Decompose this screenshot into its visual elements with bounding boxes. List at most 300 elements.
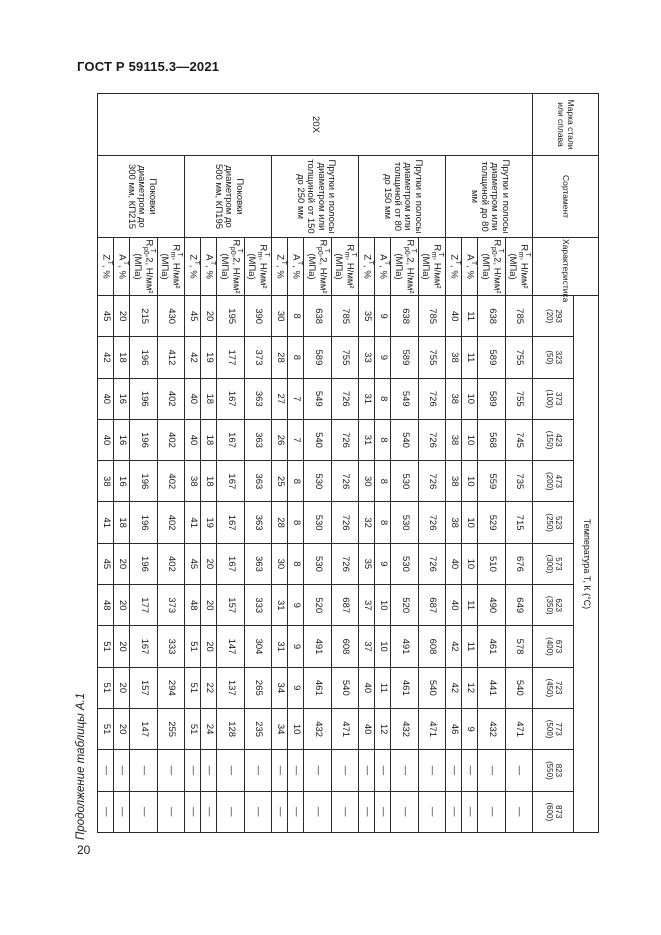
value-cell: 608 [331,626,358,667]
value-cell: 10 [462,378,478,419]
value-cell: 20 [114,585,130,626]
value-cell: 432 [304,708,331,749]
value-cell: 10 [462,461,478,502]
value-cell: 9 [288,585,304,626]
value-cell: — [114,791,130,832]
value-cell: 8 [375,461,391,502]
value-cell: 490 [478,585,505,626]
value-cell: 9 [375,296,391,337]
value-cell: — [505,750,532,791]
value-cell: — [114,750,130,791]
rotated-table-container [97,93,599,833]
value-cell: 30 [272,296,288,337]
temperature-celsius: (400) [545,637,554,656]
value-cell: 726 [418,378,445,419]
value-cell: 726 [331,543,358,584]
characteristic-cell: Z T , % [185,238,201,296]
characteristic-cell: R T p0 ,2, Н/мм² (МПа) [392,239,417,294]
value-cell: 430 [157,296,184,337]
value-cell: 38 [446,461,462,502]
table-row [157,94,184,833]
value-cell: 333 [157,626,184,667]
value-cell: 137 [217,667,244,708]
table-row [418,94,445,833]
value-cell: 235 [244,708,271,749]
value-cell: 20 [114,626,130,667]
value-cell: — [217,791,244,832]
value-cell: 147 [130,708,157,749]
value-cell: — [375,750,391,791]
value-cell: 31 [272,626,288,667]
characteristic-cell: Z T , % [359,238,375,296]
value-cell: 48 [98,585,114,626]
value-cell: 147 [217,626,244,667]
value-cell: 167 [217,543,244,584]
value-cell: 30 [359,461,375,502]
value-cell: 471 [505,708,532,749]
value-cell: 31 [359,378,375,419]
value-cell: 38 [446,378,462,419]
temperature-header [533,667,574,708]
value-cell: 676 [505,543,532,584]
value-cell: 40 [446,543,462,584]
value-cell: — [375,791,391,832]
value-cell: 549 [391,378,418,419]
value-cell: 28 [272,502,288,543]
temperature-celsius: (250) [545,513,554,532]
value-cell: 42 [446,626,462,667]
value-cell: 726 [331,461,358,502]
value-cell: 51 [185,708,201,749]
value-cell: 7 [288,378,304,419]
value-cell: 31 [272,585,288,626]
characteristic-cell: A T , % [462,238,478,296]
value-cell: 31 [359,419,375,460]
value-cell: 687 [331,585,358,626]
value-cell: — [130,791,157,832]
value-cell: 35 [359,543,375,584]
value-cell: 589 [478,337,505,378]
value-cell: 8 [288,543,304,584]
value-cell: 10 [288,708,304,749]
value-cell: 157 [130,667,157,708]
value-cell: 304 [244,626,271,667]
value-cell: 491 [304,626,331,667]
characteristic-cell: R T p0 ,2, Н/мм² (МПа) [131,239,156,294]
value-cell: 8 [288,461,304,502]
value-cell: 22 [201,667,217,708]
value-cell: 363 [244,543,271,584]
value-cell: 40 [98,419,114,460]
value-cell: — [98,750,114,791]
value-cell: 41 [185,502,201,543]
value-cell: 402 [157,378,184,419]
value-cell: 726 [418,543,445,584]
temperature-kelvin: 323 [553,350,563,365]
value-cell: 40 [185,378,201,419]
properties-table [97,93,599,833]
value-cell: — [478,791,505,832]
value-cell: — [418,791,445,832]
value-cell: 8 [375,378,391,419]
value-cell: 687 [418,585,445,626]
value-cell: 40 [359,667,375,708]
value-cell: 255 [157,708,184,749]
value-cell: 195 [217,296,244,337]
value-cell: 51 [185,667,201,708]
characteristic-cell: R T p0 ,2, Н/мм² (МПа) [218,239,243,294]
characteristic-cell: A T , % [375,238,391,296]
value-cell: 432 [391,708,418,749]
value-cell: 40 [359,708,375,749]
value-cell: 48 [185,585,201,626]
value-cell: — [185,750,201,791]
temperature-celsius: (20) [545,309,554,324]
value-cell: — [331,750,358,791]
value-cell: 42 [185,337,201,378]
value-cell: 726 [418,461,445,502]
value-cell: 638 [478,296,505,337]
table-row [505,94,532,833]
value-cell: 26 [272,419,288,460]
value-cell: 167 [130,626,157,667]
value-cell: 785 [418,296,445,337]
temperature-celsius: (300) [545,554,554,574]
value-cell: 33 [359,337,375,378]
value-cell: 755 [505,337,532,378]
temperature-kelvin: 373 [553,392,563,406]
temperature-header [533,502,574,543]
value-cell: 30 [272,543,288,584]
characteristic-cell: Z T , % [272,238,288,296]
value-cell: — [478,750,505,791]
value-cell: 363 [244,378,271,419]
value-cell: 9 [375,337,391,378]
temperature-kelvin: 873 [553,805,563,819]
characteristic-cell: R T m , Н/мм² (МПа) [505,238,532,296]
value-cell: 51 [98,626,114,667]
value-cell: 726 [418,419,445,460]
value-cell: 35 [359,296,375,337]
value-cell: 10 [462,419,478,460]
value-cell: 265 [244,667,271,708]
value-cell: 18 [114,337,130,378]
value-cell: — [288,791,304,832]
value-cell: 46 [446,708,462,749]
temperature-kelvin: 673 [553,639,563,654]
value-cell: 363 [244,502,271,543]
value-cell: 8 [288,502,304,543]
value-cell: 755 [331,337,358,378]
value-cell: — [185,791,201,832]
value-cell: 51 [98,667,114,708]
assortment-cell: Прутки и полосы диаметром или толщиной от 80 до 150 мм [359,156,446,238]
assortment-cell: Поковки диаметром до 500 мм, КП195 [185,156,272,238]
value-cell: 11 [462,585,478,626]
value-cell: 9 [462,708,478,749]
value-cell: 755 [505,378,532,419]
value-cell: 12 [375,708,391,749]
value-cell: 589 [391,337,418,378]
value-cell: 529 [478,502,505,543]
temperature-celsius: (550) [545,761,554,780]
value-cell: 638 [391,296,418,337]
temperature-kelvin: 823 [553,763,563,778]
value-cell: 755 [418,337,445,378]
value-cell: 589 [478,378,505,419]
value-cell: 402 [157,543,184,584]
temperature-celsius: (600) [545,802,554,822]
value-cell: 520 [304,585,331,626]
value-cell: 530 [391,502,418,543]
temperature-header [533,585,574,626]
value-cell: 10 [462,502,478,543]
value-cell: 38 [185,461,201,502]
header-grade: Марка стали или сплава [533,94,599,156]
value-cell: 578 [505,626,532,667]
value-cell: 402 [157,419,184,460]
value-cell: 18 [201,419,217,460]
value-cell: 16 [114,378,130,419]
value-cell: — [462,791,478,832]
temperature-celsius: (450) [545,678,554,698]
characteristic-cell: A T , % [201,238,217,296]
value-cell: 18 [201,461,217,502]
value-cell: 540 [418,667,445,708]
value-cell: 177 [130,585,157,626]
temperature-header [533,461,574,502]
value-cell: 589 [304,337,331,378]
value-cell: 9 [375,543,391,584]
value-cell: 20 [114,543,130,584]
value-cell: 38 [446,337,462,378]
table-row [244,94,271,833]
value-cell: 402 [157,502,184,543]
value-cell: 530 [304,502,331,543]
value-cell: 402 [157,461,184,502]
value-cell: 559 [478,461,505,502]
value-cell: 649 [505,585,532,626]
assortment-cell: Прутки и полосы диаметром или толщиной от 150 до 250 мм [272,156,359,238]
value-cell: — [244,750,271,791]
value-cell: 11 [375,667,391,708]
table-caption: Продолжение таблицы А.1 [75,692,87,840]
temperature-kelvin: 293 [553,309,563,323]
value-cell: 19 [201,502,217,543]
value-cell: 726 [418,502,445,543]
temperature-header [533,337,574,378]
value-cell: 18 [114,502,130,543]
value-cell: 37 [359,626,375,667]
value-cell: 196 [130,419,157,460]
value-cell: 40 [185,419,201,460]
characteristic-cell: Z T , % [446,238,462,296]
characteristic-cell: Z T , % [98,238,114,296]
value-cell: 9 [288,626,304,667]
value-cell: 10 [375,626,391,667]
steel-grade: 20Х [98,94,533,156]
characteristic-cell: R T m , Н/мм² (МПа) [418,238,445,296]
value-cell: — [446,750,462,791]
value-cell: 530 [391,461,418,502]
temperature-celsius: (200) [545,471,554,491]
value-cell: 40 [446,585,462,626]
value-cell: — [462,750,478,791]
temperature-kelvin: 423 [553,433,563,447]
value-cell: — [130,750,157,791]
value-cell: 177 [217,337,244,378]
value-cell: 196 [130,543,157,584]
value-cell: 18 [201,378,217,419]
value-cell: 25 [272,461,288,502]
value-cell: 32 [359,502,375,543]
value-cell: 19 [201,337,217,378]
temperature-header [533,419,574,460]
value-cell: 34 [272,708,288,749]
temperature-celsius: (150) [545,430,554,450]
value-cell: 530 [391,543,418,584]
characteristic-cell: R T m , Н/мм² (МПа) [331,238,358,296]
value-cell: 491 [391,626,418,667]
value-cell: — [418,750,445,791]
value-cell: 20 [114,667,130,708]
value-cell: 37 [359,585,375,626]
characteristic-cell: A T , % [288,238,304,296]
temperature-kelvin: 523 [553,515,563,530]
temperature-kelvin: 723 [553,681,563,695]
value-cell: 520 [391,585,418,626]
value-cell: 51 [185,626,201,667]
value-cell: 41 [98,502,114,543]
value-cell: 441 [478,667,505,708]
characteristic-cell: R T p0 ,2, Н/мм² (МПа) [479,239,504,294]
page-number: 20 [77,843,91,857]
value-cell: 196 [130,337,157,378]
value-cell: 363 [244,419,271,460]
characteristic-cell: R T m , Н/мм² (МПа) [157,238,184,296]
value-cell: 294 [157,667,184,708]
value-cell: 540 [391,419,418,460]
value-cell: — [288,750,304,791]
value-cell: — [272,750,288,791]
value-cell: 471 [418,708,445,749]
value-cell: 20 [114,296,130,337]
value-cell: 510 [478,543,505,584]
value-cell: 333 [244,585,271,626]
value-cell: — [359,750,375,791]
value-cell: 45 [98,296,114,337]
header-assortment: Сортамент [533,156,599,238]
value-cell: 530 [304,461,331,502]
value-cell: 373 [157,585,184,626]
value-cell: 38 [446,419,462,460]
assortment-cell: Поковки диаметром до 300 мм, КП215 [98,156,185,238]
value-cell: 20 [201,626,217,667]
temperature-kelvin: 773 [553,722,563,736]
characteristic-cell: R T p0 ,2, Н/мм² (МПа) [305,239,330,294]
value-cell: 38 [446,502,462,543]
value-cell: 167 [217,419,244,460]
value-cell: 530 [304,543,331,584]
value-cell: — [446,791,462,832]
temperature-celsius: (50) [545,350,554,365]
temperature-celsius: (500) [545,719,554,739]
value-cell: 785 [331,296,358,337]
value-cell: — [201,750,217,791]
temperature-header [533,626,574,667]
value-cell: 785 [505,296,532,337]
value-cell: 8 [375,419,391,460]
value-cell: 40 [446,296,462,337]
value-cell: — [201,791,217,832]
value-cell: 540 [505,667,532,708]
value-cell: 608 [418,626,445,667]
value-cell: 412 [157,337,184,378]
value-cell: 540 [304,419,331,460]
value-cell: 461 [478,626,505,667]
value-cell: 28 [272,337,288,378]
temperature-header [533,750,574,791]
characteristic-cell: A T , % [114,238,130,296]
value-cell: 461 [391,667,418,708]
value-cell: 471 [331,708,358,749]
temperature-celsius: (350) [545,595,554,615]
value-cell: — [244,791,271,832]
characteristic-cell: R T m , Н/мм² (МПа) [244,238,271,296]
assortment-cell: Прутки и полосы диаметром или толщиной до 80 мм [446,156,533,238]
value-cell: 10 [375,585,391,626]
value-cell: 7 [288,419,304,460]
value-cell: 11 [462,337,478,378]
value-cell: — [391,791,418,832]
value-cell: 363 [244,461,271,502]
value-cell: 20 [201,296,217,337]
header-characteristic: Характеристика [533,238,599,296]
value-cell: 726 [331,502,358,543]
value-cell: 51 [98,708,114,749]
value-cell: 745 [505,419,532,460]
value-cell: 196 [130,502,157,543]
value-cell: 8 [288,337,304,378]
value-cell: 726 [331,419,358,460]
temperature-kelvin: 473 [553,474,563,489]
value-cell: 16 [114,461,130,502]
value-cell: 42 [446,667,462,708]
value-cell: — [304,791,331,832]
value-cell: 432 [478,708,505,749]
value-cell: 24 [201,708,217,749]
value-cell: 34 [272,667,288,708]
value-cell: — [157,791,184,832]
value-cell: — [505,791,532,832]
value-cell: 27 [272,378,288,419]
value-cell: 8 [375,502,391,543]
value-cell: — [304,750,331,791]
temperature-header [533,708,574,749]
value-cell: 167 [217,378,244,419]
value-cell: 20 [201,585,217,626]
value-cell: 45 [185,543,201,584]
value-cell: 735 [505,461,532,502]
table-row [331,94,358,833]
value-cell: 20 [201,543,217,584]
value-cell: 638 [304,296,331,337]
value-cell: 167 [217,502,244,543]
value-cell: 38 [98,461,114,502]
value-cell: 196 [130,378,157,419]
value-cell: 8 [288,296,304,337]
value-cell: 540 [331,667,358,708]
